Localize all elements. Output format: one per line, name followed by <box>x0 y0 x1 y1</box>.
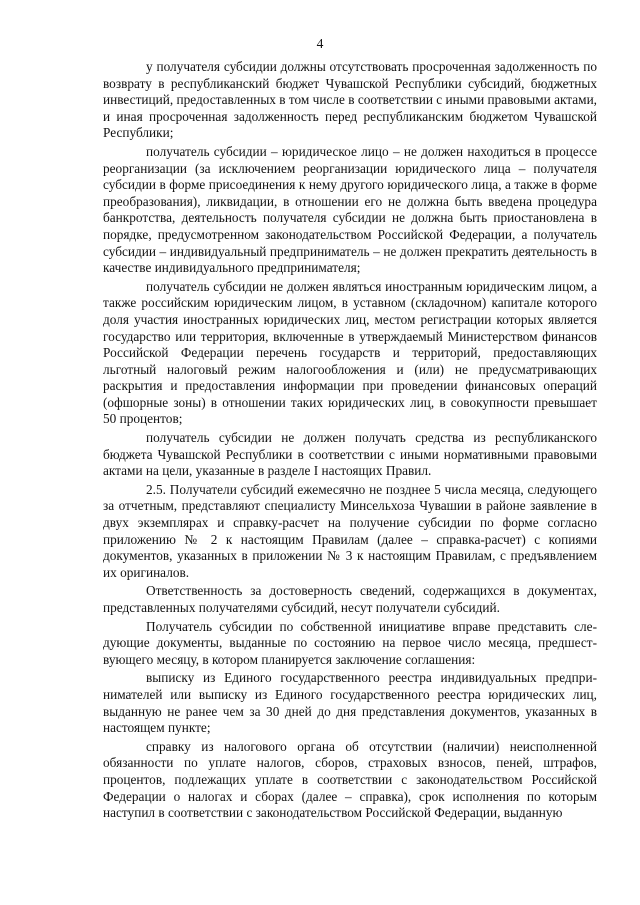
paragraph-own-initiative: Получатель субсидии по собственной инициативе вправе представить следующие документы, выданные по состоянию на первое число месяца, предшествующего месяцу, в котором планируется заключение соглашения: <box>103 618 597 667</box>
document-body <box>103 59 597 822</box>
paragraph-no-reorganization: получатель субсидии – юридическое лицо – не должен находиться в процессе реорганизации (за исключением реорганизации юридического лица – получателя субсидии в форме присоединения к нему другого юридического лица, а также в форме преобразования), ликвидации, в отношении его не должна быть введена процедура банкротства, деятельность получателя субсидии не должна быть приостановлена в порядке, предусмотренном законодательством Российской Федерации, а получатель субсидии – индивидуальный предприниматель – не должен прекратить деятельность в качестве индивидуального предпринимателя; <box>103 143 597 276</box>
paragraph-no-debt: у получателя субсидии должны отсутствовать просроченная задолженность по возврату в республиканский бюджет Чувашской Республики субсидий, бюджетных инвестиций, предоставленных в том числе в соответствии с иными правовыми актами, и иная просроченная задолженность перед республиканским бюджетом Чувашской Республики; <box>103 59 598 141</box>
page-number: 4 <box>316 36 324 51</box>
paragraph-registry-extract: выписку из Единого государственного реестра индивидуальных предпринимателей или выписку из Единого государственного реестра юридических лиц, выданную не ранее чем за 30 дней до дня представления документов, указанных в настоящем пункте; <box>103 670 597 736</box>
paragraph-section-2-5: 2.5. Получатели субсидий ежемесячно не позднее 5 числа месяца, следующего за отчетным, представляют специалисту Минсельхоза Чувашии в районе заявление в двух экземплярах и справку-расчет на получение субсидии по форме согласно приложению № 2 к настоящим Правилам (далее – справка-расчет) с копиями документов, указанных в приложении № 3 к настоящим Правилам, с предъявлением их оригиналов. <box>103 481 597 580</box>
paragraph-no-other-funds: получатель субсидии не должен получать средства из республиканского бюджета Чувашской Республики в соответствии с иными нормативными правовыми актами на цели, указанные в разделе I настоящих Правил. <box>103 430 597 479</box>
paragraph-no-foreign-entity: получатель субсидии не должен являться иностранным юридическим лицом, а также российским юридическим лицом, в уставном (складочном) капитале которого доля участия иностранных юридических лиц, местом регистрации которых является государство или территория, включенные в утверждаемый Министерством финансов Российской Федерации перечень государств и территорий, предоставляющих льготный налоговый режим налогообложения и (или) не предусматривающих раскрытия и предоставления информации при проведении финансовых операций (офшорные зоны) в отношении таких юридических лиц, в совокупности превышает 50 процентов; <box>103 278 597 427</box>
paragraph-tax-certificate: справку из налогового органа об отсутствии (наличии) неисполненной обязанности по уплате налогов, сборов, страховых взносов, пеней, штрафов, процентов, подлежащих уплате в соответствии с законодательством Российской Федерации о налогах и сборах (далее – справка), срок исполнения по которым наступил в соответствии с законодательством Российской Федерации, выданную <box>103 738 597 821</box>
paragraph-responsibility: Ответственность за достоверность сведений, содержащихся в документах, представленных получателями субсидий, несут получатели субсидий. <box>103 583 597 615</box>
